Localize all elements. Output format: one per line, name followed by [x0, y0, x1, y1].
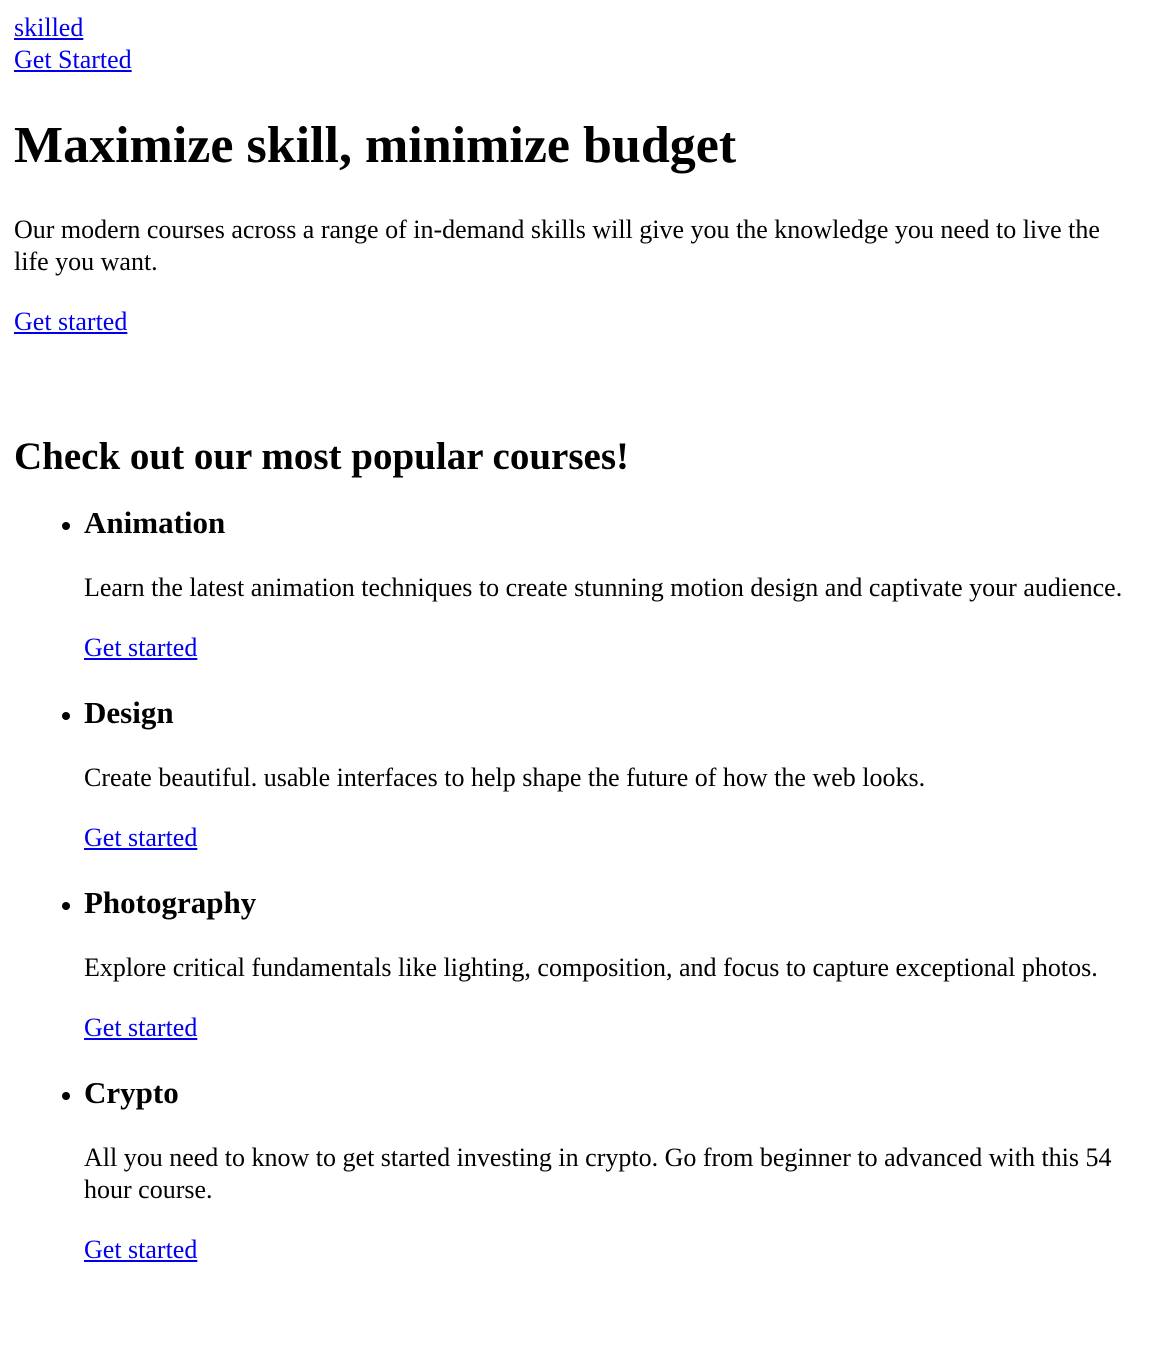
course-title: • Photography [84, 885, 257, 920]
course-title: • Design [84, 695, 174, 730]
course-description: Create beautiful. usable interfaces to help shape the future of how the web looks. [84, 763, 926, 792]
course-list [14, 504, 1139, 1296]
course-item-crypto [84, 1074, 1139, 1296]
course-description: Explore critical fundamentals like lighting, composition, and focus to capture exceptional photos. [84, 953, 1098, 982]
course-get-started-link[interactable]: Get started [84, 1013, 198, 1042]
hero-get-started-link[interactable]: Get started [14, 307, 128, 336]
course-item-animation [84, 504, 1139, 694]
top-nav [14, 12, 1139, 76]
hero-text: Our modern courses across a range of in-demand skills will give you the knowledge you need to live the life you want. [14, 215, 1100, 276]
hero-title: Maximize skill, minimize budget [14, 117, 737, 174]
course-item-design [84, 694, 1139, 884]
brand-link[interactable]: skilled [14, 13, 84, 42]
nav-get-started-link[interactable]: Get Started [14, 45, 132, 74]
popular-courses-section [14, 434, 1139, 1296]
course-item-photography [84, 884, 1139, 1074]
course-description: Learn the latest animation techniques to create stunning motion design and captivate your audience. [84, 573, 1123, 602]
course-title: • Crypto [84, 1075, 179, 1110]
course-description: All you need to know to get started investing in crypto. Go from beginner to advanced with this 54 hour course. [84, 1143, 1112, 1204]
hero-section [14, 116, 1139, 338]
course-get-started-link[interactable]: Get started [84, 823, 198, 852]
popular-courses-heading: Check out our most popular courses! [14, 435, 630, 478]
course-get-started-link[interactable]: Get started [84, 633, 198, 662]
course-title: • Animation [84, 505, 226, 540]
course-get-started-link[interactable]: Get started [84, 1235, 198, 1264]
